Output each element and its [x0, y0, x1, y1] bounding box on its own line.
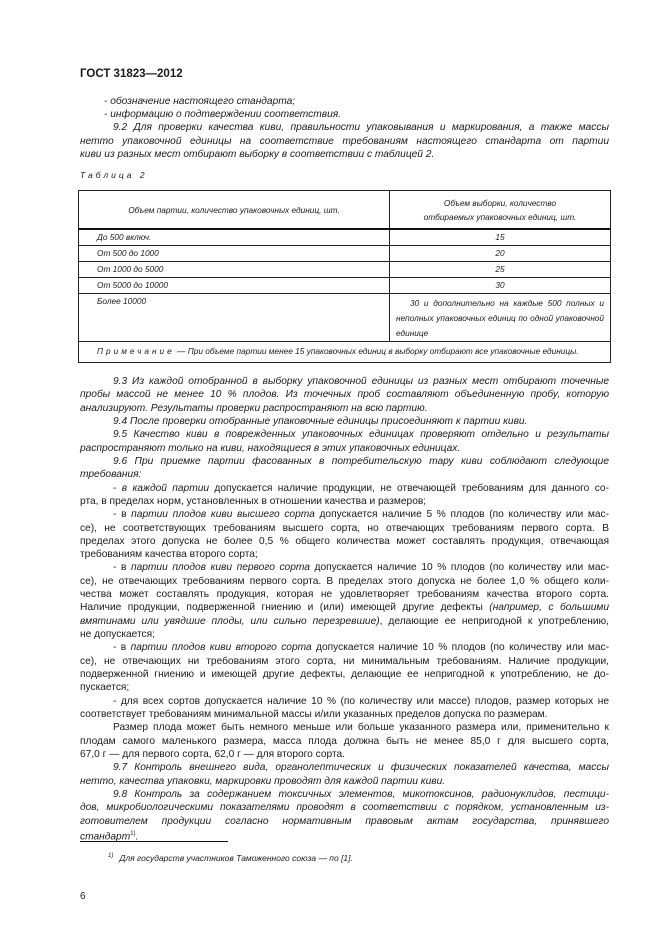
text-segment: рта, в пределах норм, установленных в отношении качества и размеров;	[80, 495, 427, 507]
text-segment: 9.6 При приемке партии фасованных в потребительскую тару киви соблюдают следующие	[113, 455, 609, 467]
text-line	[80, 641, 609, 654]
text-segment: -	[113, 482, 122, 494]
table-caption: Таблица 2	[80, 170, 148, 180]
text-line	[80, 668, 609, 681]
text-line	[80, 121, 609, 134]
text-line	[80, 402, 609, 415]
text-line	[80, 135, 609, 148]
text-line	[80, 761, 609, 774]
text-line	[80, 815, 609, 828]
table-cell	[390, 294, 611, 342]
text-line	[80, 655, 609, 668]
text-segment: пускается;	[80, 682, 130, 694]
text-line	[80, 482, 609, 495]
text-line	[80, 415, 609, 428]
footnote	[108, 853, 353, 863]
text-segment: - в	[113, 509, 132, 521]
text-line	[80, 495, 609, 508]
text-segment: в каждой партии	[121, 482, 210, 494]
text-segment: допускается наличие 5 % плодов (по количеству или мас-	[314, 509, 609, 521]
text-line	[80, 535, 609, 548]
text-segment: вмятинами или увядшие плоды, или сильно перезревшие)	[80, 615, 380, 627]
text-segment: 9.5 Качество киви в поврежденных упаковочных единицах проверяют отдельно и результаты	[113, 429, 609, 441]
text-segment: 9.2 Для проверки качества киви, правильности упаковывания и маркирования, а также массы	[113, 122, 609, 134]
table-header-row	[79, 191, 611, 230]
text-line	[80, 508, 609, 521]
text-line	[80, 695, 609, 708]
text-segment: - обозначение настоящего стандарта;	[104, 96, 296, 107]
text-segment: , делающие ее непригодной к употреблению,	[379, 615, 609, 627]
text-segment: дов, микробиологическими показателями проводят в соответствии с порядком, установленным из-	[80, 802, 609, 814]
text-segment: киви из разных мест отбирают выборку в соответствии с таблицей 2.	[80, 148, 435, 160]
text-segment: допускается наличие 10 % плодов (по количеству или мас-	[309, 562, 609, 574]
text-segment: - информацию о подтверждении соответствия.	[104, 109, 342, 121]
table-note-row	[79, 342, 611, 363]
text-line	[80, 388, 609, 401]
text-line	[80, 522, 609, 535]
table-header-cell: Объем партии, количество упаковочных единиц, шт.	[79, 191, 390, 230]
text-line	[80, 735, 609, 748]
text-line	[80, 108, 609, 121]
text-line	[80, 561, 609, 574]
text-line	[80, 455, 609, 468]
text-line	[80, 468, 609, 481]
text-segment: стандарт	[80, 831, 131, 843]
text-segment: се), не соответствующих требованиям высшего сорта, но отвечающих требованиям первого сорта. В	[80, 522, 609, 534]
text-line	[80, 748, 609, 761]
text-line	[80, 442, 609, 455]
text-line	[80, 615, 609, 628]
text-segment: допускается наличие продукции, не отвечающей требованиям для данного со-	[209, 482, 609, 494]
text-segment: требования:	[80, 469, 142, 481]
text-segment: допускается наличие 10 % плодов (по количеству или мас-	[311, 642, 609, 654]
table-row	[79, 229, 611, 246]
text-line	[80, 708, 609, 721]
text-line	[80, 375, 609, 388]
text-segment: 1)	[130, 830, 136, 837]
text-line	[80, 428, 609, 441]
text-line	[80, 788, 609, 801]
text-segment: подверженной гниению и имеющей другие дефекты, делающие ее непригодной к употреблению, не до-	[80, 669, 609, 681]
text-segment: 9.3 Из каждой отобранной в выборку упаковочной единицы из разных мест отбирают точечные	[113, 376, 609, 387]
text-line	[80, 588, 609, 601]
text-segment: се), не отвечающих ни требованиям этого сорта, ни минимальным требованиям. Наличие продукции,	[80, 655, 609, 667]
text-line	[80, 95, 609, 108]
text-segment: готовителем продукции согласно нормативным правовым актам государства, принявшего	[80, 815, 609, 827]
document-header: ГОСТ 31823—2012	[80, 68, 183, 80]
text-segment: партии плодов киви первого сорта	[130, 562, 310, 574]
text-line	[80, 775, 609, 788]
text-segment: пределах этого допуска не более 0,5 % общего количества может составлять продукция, отвечающая	[80, 535, 609, 547]
table-cell: 25	[390, 262, 611, 278]
text-segment: се), не отвечающих требованиям первого сорта. В пределах этого допуска не более 1,0 % общего коли-	[80, 575, 609, 587]
text-segment: Размер плода может быть немного меньше или больше указанного размера или, применительно к	[113, 722, 609, 734]
text-segment: чества может составлять продукция, которая не удовлетворяет требованиям качества второго сорта.	[80, 589, 609, 601]
table-cell-text: 30 и дополнительно на каждые 500 полных и неполных упаковочных единиц по одной упаковочной единице	[396, 298, 604, 338]
text-line	[80, 681, 609, 694]
text-segment: не допускается;	[80, 629, 155, 641]
table-cell: 30	[390, 278, 611, 294]
table-cell: 20	[390, 246, 611, 262]
table-row	[79, 246, 611, 262]
table-cell: От 1000 до 5000	[79, 262, 390, 278]
text-segment: 9.7 Контроль внешнего вида, органолептических и физических показателей качества, массы	[113, 762, 609, 774]
text-segment: соответствует требованиям минимальной массы и/или указанных пределов допуска по размерам.	[80, 709, 548, 720]
footnote-mark: 1)	[108, 853, 114, 860]
text-segment: (например, с большими	[489, 602, 609, 614]
text-segment: анализируют. Результаты проверки распространяют на всю партию.	[80, 402, 428, 414]
text-segment: нетто, качества упаковки, маркировки проводят для каждой партии киви.	[80, 775, 446, 787]
sample-size-table	[78, 190, 611, 363]
text-segment: требованиям качества второго сорта;	[80, 549, 258, 561]
text-segment: Наличие продукции, подверженной гниению и (или) имеющей другие дефекты	[80, 602, 490, 614]
text-segment: - в	[113, 642, 131, 654]
table-row	[79, 278, 611, 294]
page-number: 6	[80, 891, 86, 902]
table-cell: От 5000 до 10000	[79, 278, 390, 294]
text-segment: пробы массой не менее 10 % плодов. Из точечных проб составляют объединенную пробу, которую	[80, 389, 609, 401]
table-row	[79, 294, 611, 342]
text-segment: партии плодов киви второго сорта	[130, 642, 312, 654]
text-line	[80, 148, 609, 161]
table-cell: От 500 до 1000	[79, 246, 390, 262]
table-cell: 15	[390, 229, 611, 246]
table-note	[79, 342, 611, 363]
text-segment: 9.8 Контроль за содержанием токсичных элементов, микотоксинов, радионуклидов, пестици-	[113, 788, 609, 800]
footnote-text: Для государств участников Таможенного союза — по [1].	[119, 853, 353, 863]
note-text: — При объеме партии менее 15 упаковочных единиц в выборку отбирают все упаковочные единицы.	[174, 346, 579, 356]
table-cell: До 500 включ.	[79, 229, 390, 246]
text-line	[80, 601, 609, 614]
text-segment: плодам самого маленького размера, масса плода должна быть не менее 85,0 г для высшего сорта,	[80, 735, 609, 747]
table-cell: Более 10000	[79, 294, 390, 342]
text-segment: партии плодов киви высшего сорта	[131, 509, 315, 521]
text-segment: - для всех сортов допускается наличие 10 % (по количеству или массе) плодов, размер которых не	[113, 695, 609, 707]
text-line	[80, 721, 609, 734]
text-segment: .	[135, 831, 139, 843]
text-line	[80, 801, 609, 814]
text-segment: 9.4 После проверки отобранные упаковочные единицы присоединяют к партии киви.	[113, 415, 528, 427]
text-line	[80, 575, 609, 588]
text-line	[80, 548, 609, 561]
text-line	[80, 628, 609, 641]
table-header-cell: Объем выборки, количество отбираемых упаковочных единиц, шт.	[390, 191, 611, 230]
text-segment: распространяют только на киви, находящиеся в этих упаковочных единицах.	[80, 442, 461, 454]
text-segment: 67,0 г — для первого сорта, 62,0 г — для второго сорта.	[80, 748, 345, 760]
note-label: Примечание	[97, 346, 175, 356]
text-segment: - в	[113, 562, 131, 574]
footnote-divider	[80, 841, 228, 842]
text-segment: нетто упаковочной единицы на соответствие требованиям настоящего стандарта от партии	[80, 135, 609, 147]
table-row	[79, 262, 611, 278]
